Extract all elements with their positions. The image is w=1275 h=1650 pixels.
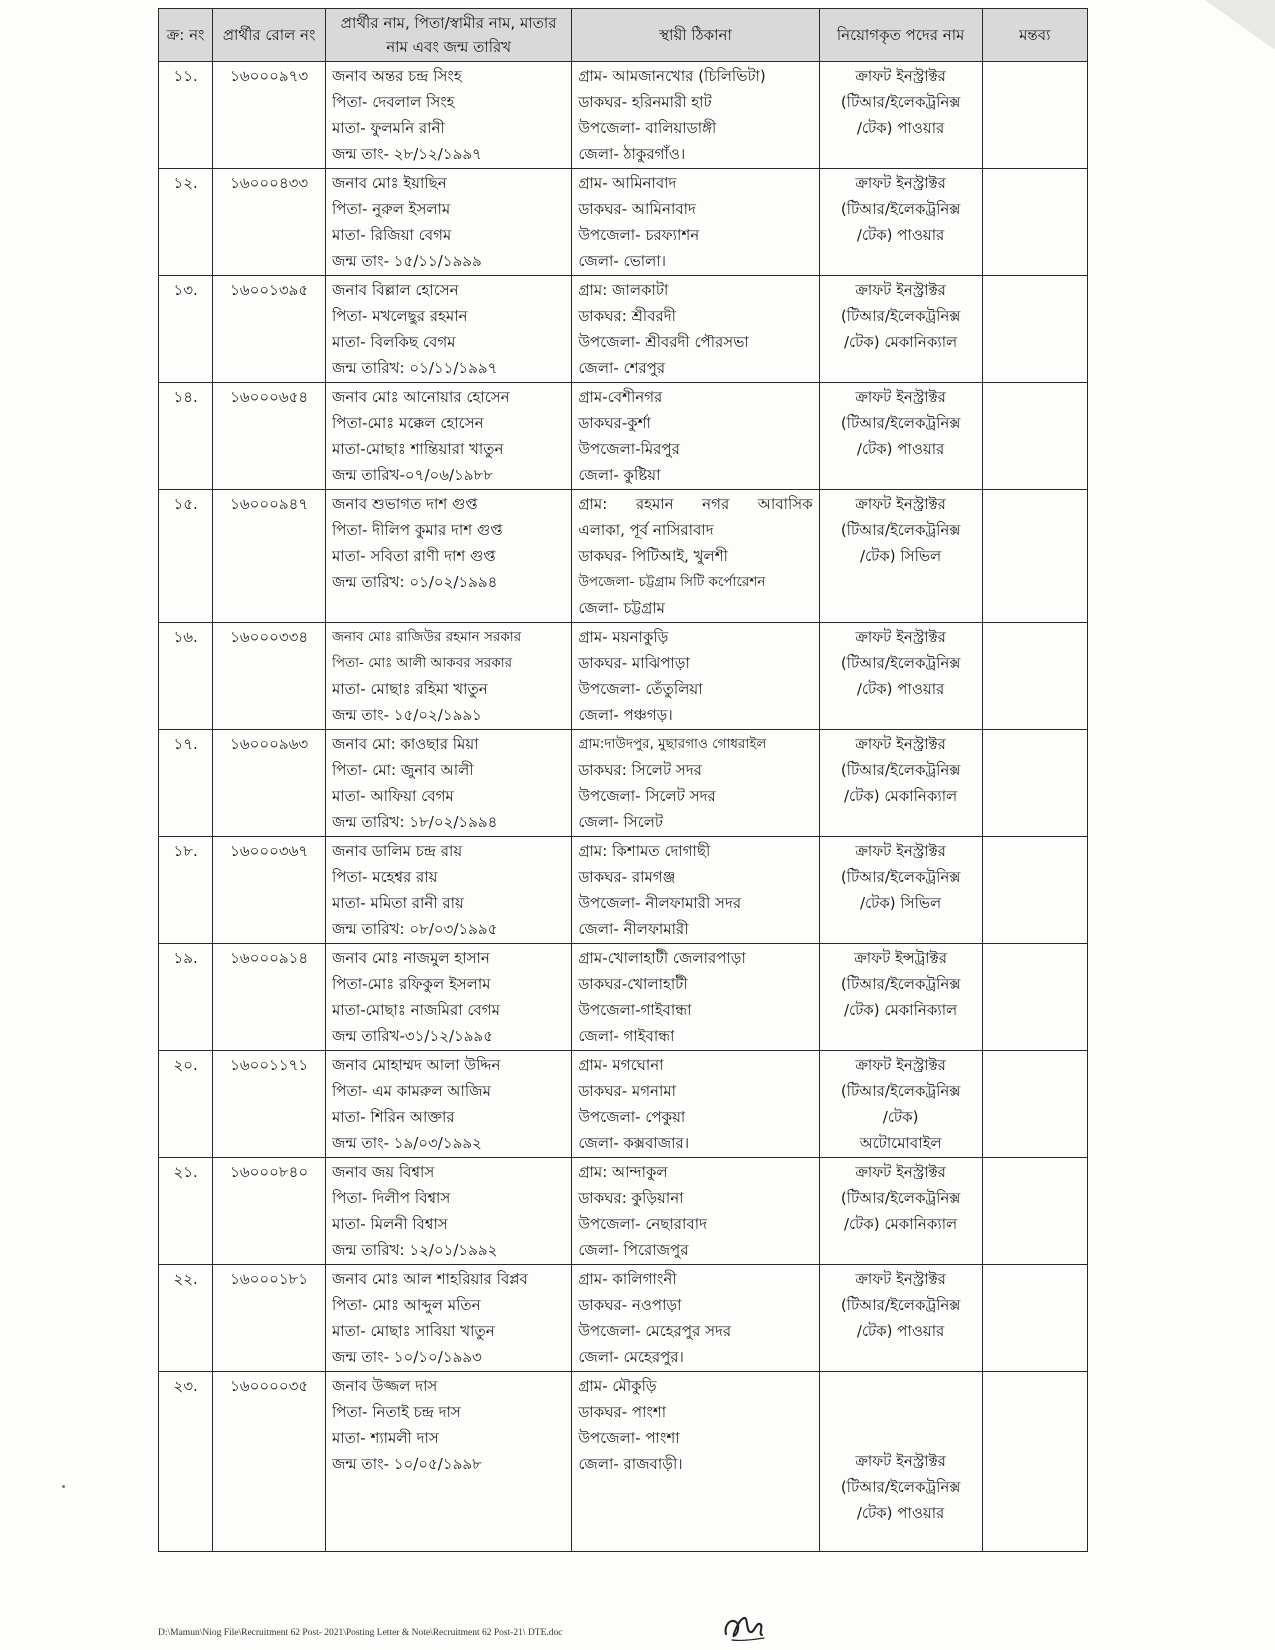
cell-remark [982,62,1087,169]
post-line: (টিআর/ইলেকট্রনিক্স [840,414,961,432]
name-line: পিতা- এম কামরুল আজিম [331,1082,491,1100]
cell-candidate-info [325,1051,571,1158]
post-line: /টেক) মেকানিক্যাল [843,787,958,805]
address-line: ডাকঘর- নওপাড়া [578,1296,682,1314]
cell-remark [982,383,1087,490]
table-row [159,1158,1088,1265]
post-line: ক্রাফট ইনস্ট্রাক্টর [855,174,946,192]
cell-address [572,1265,819,1372]
cell-remark [982,1158,1087,1265]
table-row [159,169,1088,276]
table-row [159,1265,1088,1372]
name-line: জনাব বিল্লাল হোসেন [331,281,459,299]
cell-roll: ১৬০০০১৮১ [213,1265,326,1372]
cell-post-name [819,276,982,383]
name-line: পিতা- মোঃ আব্দুল মতিন [331,1296,481,1314]
cell-address [572,1051,819,1158]
post-line: /টেক) পাওয়ার [856,1322,945,1340]
page-fold [1205,0,1275,50]
address-line: ডাকঘর: শ্রীবরদী [578,307,676,325]
cell-roll: ১৬০০০০৩৫ [213,1372,326,1552]
address-line: উপজেলা- মেহেরপুর সদর [578,1322,732,1340]
post-line: /টেক) পাওয়ার [856,1504,945,1522]
post-line: (টিআর/ইলেকট্রনিক্স [840,307,961,325]
cell-serial: ১২. [159,169,213,276]
name-line: জনাব মো: কাওছার মিয়া [331,735,479,753]
name-line: জন্ম তাং- ১০/০৫/১৯৯৮ [331,1455,482,1473]
cell-candidate-info [325,837,571,944]
name-line: জনাব মোঃ ইয়াছিন [331,174,447,192]
cell-roll: ১৬০০০৪৩৩ [213,169,326,276]
address-line: জেলা- চট্টগ্রাম [578,599,665,617]
name-line: মাতা- আফিয়া বেগম [331,787,454,805]
cell-serial: ১৫. [159,490,213,623]
cell-remark [982,1372,1087,1552]
post-line: /টেক) মেকানিক্যাল [843,1215,958,1233]
address-line: উপজেলা- চরফ্যাশন [578,226,700,244]
table-row [159,490,1088,623]
address-line: গ্রাম-খোলাহাটী জেলারপাড়া [578,949,746,967]
name-line: জন্ম তারিখ-৩১/১২/১৯৯৫ [331,1027,493,1045]
signature-initials [718,1608,773,1644]
name-line: মাতা- মমিতা রানী রায় [331,894,464,912]
address-line: ডাকঘর-কুর্শা [578,414,651,432]
cell-serial: ২৩. [159,1372,213,1552]
name-line: জনাব মোঃ নাজমুল হাসান [331,949,490,967]
cell-remark [982,169,1087,276]
address-line: উপজেলা- শ্রীবরদী পৌরসভা [578,333,749,351]
address-line: এলাকা, পূর্ব নাসিরাবাদ [578,521,714,539]
cell-remark [982,1265,1087,1372]
cell-serial: ১১. [159,62,213,169]
name-line: মাতা- মিলনী বিশ্বাস [331,1215,448,1233]
name-line: পিতা-মোঃ মক্কেল হোসেন [331,414,484,432]
cell-roll: ১৬০০০৩৬৭ [213,837,326,944]
table-row [159,837,1088,944]
post-line: (টিআর/ইলেকট্রনিক্স [840,1082,961,1100]
post-line: ক্রাফট ইন্সট্রাক্টর [854,949,947,967]
header-roll: প্রার্থীর রোল নং [213,9,326,62]
table-row [159,383,1088,490]
appointment-table [158,8,1088,1552]
name-line: জন্ম তাং- ১৯/০৩/১৯৯২ [331,1134,482,1152]
name-line: জন্ম তাং- ১০/১০/১৯৯৩ [331,1348,482,1366]
address-line: ডাকঘর- রামগঞ্জ [578,868,676,886]
name-line: মাতা- শিরিন আক্তার [331,1108,455,1126]
name-line: পিতা- দিলীপ বিশ্বাস [331,1189,451,1207]
post-line: /টেক) পাওয়ার [856,680,945,698]
name-line: জনাব মোহাম্মদ আলা উদ্দিন [331,1056,501,1074]
footer-file-path: D:\Mamun\Niog File\Recruitment 62 Post- 2021\Posting Letter & Note\Recruitment 62 Post-21\ DTE.doc [158,1628,563,1638]
name-line: জন্ম তাং- ১৫/১১/১৯৯৯ [331,252,482,270]
table-header-row [159,9,1088,62]
address-line: জেলা- নীলফামারী [578,920,689,938]
cell-address [572,383,819,490]
cell-post-name [819,1051,982,1158]
cell-remark [982,623,1087,730]
cell-post-name [819,1158,982,1265]
address-line: উপজেলা- তেঁতুলিয়া [578,680,703,698]
cell-candidate-info [325,490,571,623]
name-line: পিতা-মোঃ রফিকুল ইসলাম [331,975,491,993]
address-line: গ্রাম- আমিনাবাদ [578,174,677,192]
name-line: মাতা- বিলকিছ বেগম [331,333,456,351]
name-line: পিতা- নিতাই চন্দ্র দাস [331,1403,461,1421]
cell-roll: ১৬০০০৯১৪ [213,944,326,1051]
post-line: (টিআর/ইলেকট্রনিক্স [840,868,961,886]
cell-candidate-info [325,944,571,1051]
cell-candidate-info [325,276,571,383]
table-row [159,1051,1088,1158]
cell-address [572,623,819,730]
name-line: জনাব অন্তর চন্দ্র সিংহ [331,67,462,85]
address-line: জেলা- কুষ্টিয়া [578,466,661,484]
cell-address [572,837,819,944]
address-line: গ্রাম: আন্দাকুল [578,1163,668,1181]
address-line: উপজেলা-মিরপুর [578,440,680,458]
address-line: জেলা- ভোলা। [578,252,667,270]
cell-serial: ১৪. [159,383,213,490]
header-remark: মন্তব্য [982,9,1087,62]
cell-roll: ১৬০০০৬৫৪ [213,383,326,490]
name-line: জনাব মোঃ আল শাহরিয়ার বিপ্লব [331,1270,528,1288]
post-line: /টেক) পাওয়ার [856,440,945,458]
address-line: ডাকঘর- মগনামা [578,1082,677,1100]
cell-post-name [819,383,982,490]
cell-post-name [819,169,982,276]
address-line: উপজেলা- নেছারাবাদ [578,1215,707,1233]
header-post: নিয়োগকৃত পদের নাম [819,9,982,62]
name-line: জন্ম তারিখ-০৭/০৬/১৯৮৮ [331,466,493,484]
address-line: গ্রাম:দাউদপুর, মুছারগাও গোধরাইল [578,736,767,752]
cell-address [572,730,819,837]
cell-candidate-info [325,169,571,276]
cell-serial: ২১. [159,1158,213,1265]
name-line: পিতা- নুরুল ইসলাম [331,200,451,218]
cell-roll: ১৬০০০৩৩৪ [213,623,326,730]
address-line: জেলা- পঞ্চগড়। [578,706,673,724]
table-row [159,623,1088,730]
address-line: জেলা- সিলেট [578,813,664,831]
header-sl: ক্র: নং [159,9,213,62]
table-body [159,62,1088,1552]
post-line: ক্রাফট ইনস্ট্রাক্টর [855,67,946,85]
header-name: প্রার্থীর নাম, পিতা/স্বামীর নাম, মাতার নাম এবং জন্ম তারিখ [325,9,571,62]
post-line: (টিআর/ইলেকট্রনিক্স [840,1189,961,1207]
cell-serial: ২২. [159,1265,213,1372]
post-line: /টেক) মেকানিক্যাল [843,333,958,351]
cell-address [572,169,819,276]
address-line: উপজেলা- চট্টগ্রাম সিটি কর্পোরেশন [578,574,766,590]
name-line: পিতা- মখলেছুর রহমান [331,307,468,325]
name-line: মাতা- ফুলমনি রানী [331,119,445,137]
cell-candidate-info [325,1265,571,1372]
cell-address [572,62,819,169]
cell-roll: ১৬০০০৮৪০ [213,1158,326,1265]
table-row [159,1372,1088,1552]
cell-candidate-info [325,1158,571,1265]
cell-serial: ১৮. [159,837,213,944]
post-line: ক্রাফট ইনস্ট্রাক্টর [855,495,946,513]
address-line: ডাকঘর- পিটিআই, খুলশী [578,547,728,565]
post-line: (টিআর/ইলেকট্রনিক্স [840,521,961,539]
scan-speck [62,1485,65,1488]
post-line: (টিআর/ইলেকট্রনিক্স [840,200,961,218]
address-line: ডাকঘর- মাঝিপাড়া [578,654,690,672]
cell-post-name [819,1265,982,1372]
cell-post-name [819,623,982,730]
cell-address [572,276,819,383]
name-line: মাতা- মোছাঃ রহিমা খাতুন [331,680,488,698]
cell-remark [982,730,1087,837]
cell-candidate-info [325,730,571,837]
name-line: জন্ম তারিখ: ০১/০২/১৯৯৪ [331,573,498,591]
cell-roll: ১৬০০০৯৪৭ [213,490,326,623]
name-line: জনাব জয় বিশ্বাস [331,1163,435,1181]
address-line: গ্রাম- আমজানখোর (চিলিভিটা) [578,67,766,85]
cell-serial: ১৬. [159,623,213,730]
address-line: উপজেলা- পেকুয়া [578,1108,686,1126]
cell-post-name [819,837,982,944]
cell-candidate-info [325,623,571,730]
post-line: /টেক) পাওয়ার [856,226,945,244]
address-line: ডাকঘর- হরিনমারী হাট [578,93,712,111]
address-line: জেলা- রাজবাড়ী। [578,1455,683,1473]
name-line: জন্ম তারিখ: ০৮/০৩/১৯৯৫ [331,920,498,938]
address-line: ডাকঘর- আমিনাবাদ [578,200,696,218]
address-line: গ্রাম: কিশামত দোগাছী [578,842,711,860]
post-line: ক্রাফট ইনস্ট্রাক্টর [855,1270,946,1288]
cell-candidate-info [325,62,571,169]
cell-remark [982,944,1087,1051]
post-line: /টেক) সিভিল [859,547,942,565]
address-line: ডাকঘর: সিলেট সদর [578,761,702,779]
name-line: জনাব শুভাগত দাশ গুপ্ত [331,495,478,513]
address-line: গ্রাম- মগঘোনা [578,1056,664,1074]
cell-remark [982,490,1087,623]
cell-serial: ১৩. [159,276,213,383]
post-line: (টিআর/ইলেকট্রনিক্স [840,975,961,993]
post-line: /টেক) [882,1108,919,1126]
cell-remark [982,837,1087,944]
table-row [159,62,1088,169]
address-line: গ্রাম: জালকাটা [578,281,669,299]
name-line: জনাব মোঃ রাজিউর রহমান সরকার [331,629,522,645]
name-line: জনাব মোঃ আনোয়ার হোসেন [331,388,510,406]
cell-roll: ১৬০০০৯৭৩ [213,62,326,169]
address-line: উপজেলা-গাইবান্ধা [578,1001,692,1019]
post-line: ক্রাফট ইনস্ট্রাক্টর [855,842,946,860]
table-row [159,730,1088,837]
address-line: ডাকঘর-খোলাহাটী [578,975,688,993]
address-line: জেলা- গাইবান্ধা [578,1027,675,1045]
cell-remark [982,276,1087,383]
name-line: মাতা-মোছাঃ নাজমিরা বেগম [331,1001,500,1019]
post-line: (টিআর/ইলেকট্রনিক্স [840,93,961,111]
post-line: ক্রাফট ইনস্ট্রাক্টর [855,628,946,646]
post-line: (টিআর/ইলেকট্রনিক্স [840,761,961,779]
name-line: জন্ম তাং- ২৮/১২/১৯৯৭ [331,145,482,163]
name-line: জনাব ডালিম চন্দ্র রায় [331,842,463,860]
cell-serial: ১৯. [159,944,213,1051]
address-line: জেলা- ঠাকুরগাঁও। [578,145,686,163]
name-line: পিতা- দেবলাল সিংহ [331,93,455,111]
address-line: গ্রাম- মৌকুড়ি [578,1377,657,1395]
post-line: ক্রাফট ইনস্ট্রাক্টর [855,1163,946,1181]
address-line: জেলা- মেহেরপুর। [578,1348,684,1366]
post-line: (টিআর/ইলেকট্রনিক্স [840,654,961,672]
cell-address [572,490,819,623]
cell-serial: ১৭. [159,730,213,837]
address-line: জেলা- পিরোজপুর [578,1241,689,1259]
address-line: উপজেলা- সিলেট সদর [578,787,716,805]
table-row [159,276,1088,383]
address-line: ডাকঘর- পাংশা [578,1403,667,1421]
post-line: ক্রাফট ইনস্ট্রাক্টর [855,388,946,406]
table-row [159,944,1088,1051]
name-line: মাতা- শ্যামলী দাস [331,1429,439,1447]
cell-roll: ১৬০০১১৭১ [213,1051,326,1158]
address-line: উপজেলা- পাংশা [578,1429,680,1447]
post-line: /টেক) সিভিল [859,894,942,912]
name-line: মাতা- মোছাঃ সাবিয়া খাতুন [331,1322,495,1340]
post-line: /টেক) মেকানিক্যাল [843,1001,958,1019]
name-line: মাতা-মোছাঃ শান্তিয়ারা খাতুন [331,440,504,458]
cell-post-name [819,62,982,169]
name-line: জনাব উজ্জল দাস [331,1377,438,1395]
post-line: ক্রাফট ইনস্ট্রাক্টর [855,281,946,299]
address-line: গ্রাম: রহমান নগর আবাসিক [578,495,813,513]
cell-address [572,1158,819,1265]
name-line: পিতা- মহেশ্বর রায় [331,868,438,886]
address-line: ডাকঘর: কুড়িয়ানা [578,1189,684,1207]
address-line: জেলা- কক্সবাজার। [578,1134,690,1152]
name-line: জন্ম তারিখ: ১৮/০২/১৯৯৪ [331,813,498,831]
post-line: (টিআর/ইলেকট্রনিক্স [840,1478,961,1496]
cell-serial: ২০. [159,1051,213,1158]
name-line: মাতা- রিজিয়া বেগম [331,226,452,244]
header-address: স্থায়ী ঠিকানা [572,9,819,62]
address-line: উপজেলা- নীলফামারী সদর [578,894,742,912]
post-line: অটোমোবাইল [859,1134,942,1152]
cell-candidate-info [325,383,571,490]
post-line: ক্রাফট ইনস্ট্রাক্টর [855,1056,946,1074]
name-line: পিতা- মো: জুনাব আলী [331,761,474,779]
address-line: গ্রাম- কালিগাংনী [578,1270,677,1288]
name-line: মাতা- সবিতা রাণী দাশ গুপ্ত [331,547,496,565]
post-line: ক্রাফট ইনস্ট্রাক্টর [855,735,946,753]
cell-address [572,1372,819,1552]
address-line: উপজেলা- বালিয়াডাঙ্গী [578,119,717,137]
address-line: গ্রাম-বেশীনগর [578,388,663,406]
cell-roll: ১৬০০০৯৬৩ [213,730,326,837]
name-line: জন্ম তাং- ১৫/০২/১৯৯১ [331,706,482,724]
name-line: পিতা- মোঃ আলী আকবর সরকার [331,655,513,671]
cell-address [572,944,819,1051]
address-line: জেলা- শেরপুর [578,359,666,377]
name-line: পিতা- দীলিপ কুমার দাশ গুপ্ত [331,521,503,539]
cell-post-name [819,1372,982,1552]
cell-remark [982,1051,1087,1158]
post-line: ক্রাফট ইনস্ট্রাক্টর [855,1452,946,1470]
cell-post-name [819,490,982,623]
cell-roll: ১৬০০১৩৯৫ [213,276,326,383]
cell-post-name [819,730,982,837]
post-line: /টেক) পাওয়ার [856,119,945,137]
post-line: (টিআর/ইলেকট্রনিক্স [840,1296,961,1314]
cell-candidate-info [325,1372,571,1552]
address-line: গ্রাম- ময়নাকুড়ি [578,628,669,646]
name-line: জন্ম তারিখ: ১২/০১/১৯৯২ [331,1241,498,1259]
cell-post-name [819,944,982,1051]
name-line: জন্ম তারিখ: ০১/১১/১৯৯৭ [331,359,498,377]
